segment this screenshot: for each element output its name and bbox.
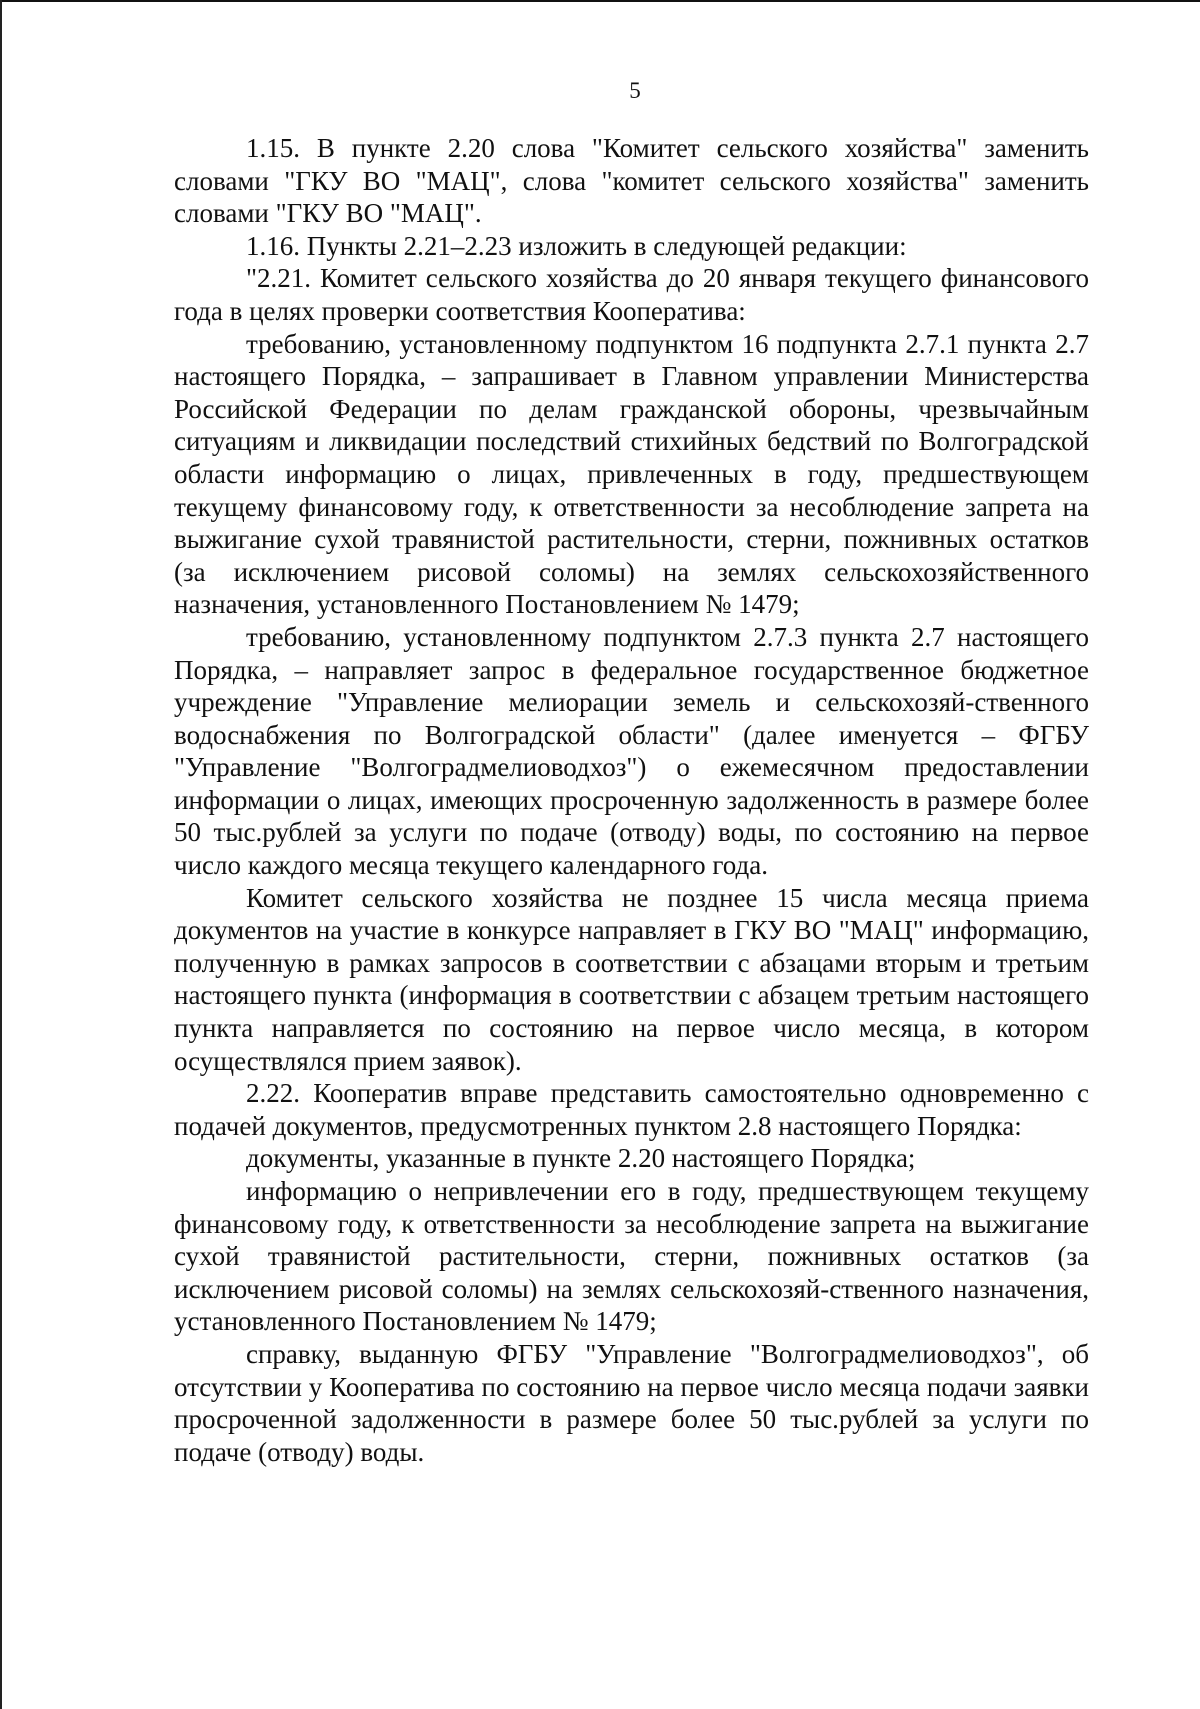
paragraph-2-21: "2.21. Комитет сельского хозяйства до 20 января текущего финансового года в целях проверки соответствия Кооператива: [174, 263, 1089, 326]
paragraph-documents: документы, указанные в пункте 2.20 настоящего Порядка; [246, 1143, 916, 1174]
paragraph-committee-info: Комитет сельского хозяйства не позднее 15 числа месяца приема документов на участие в конкурсе направляет в ГКУ ВО "МАЦ" информацию, полученную в рамках запросов в соответствии с абзацами вторым и третьим настоящего пункта (информация в соответствии с абзацем третьим настоящего пункта направляется по состоянию на первое число месяца, в котором осуществлялся прием заявок). [174, 882, 1089, 1076]
document-body [174, 132, 1089, 1468]
page-number: 5 [629, 78, 641, 103]
scan-border-left [0, 0, 2, 1709]
scan-border-top [0, 0, 1200, 2]
paragraph-requirement-1: требованию, установленному подпунктом 16 подпункта 2.7.1 пункта 2.7 настоящего Порядка, – запрашивает в Главном управлении Министерства Российской Федерации по делам гражданской обороны, чрезвычайным ситуациям и ликвидации последствий стихийных бедствий по Волгоградской области информацию о лицах, привлеченных в году, предшествующем текущему финансовому году, к ответственности за несоблюдение запрета на выжигание сухой травянистой растительности, стерни, пожнивных остатков (за исключением рисовой соломы) на землях сельскохозяйственного назначения, установленного Постановлением № 1479; [174, 328, 1089, 620]
paragraph-2-22: 2.22. Кооператив вправе представить самостоятельно одновременно с подачей документов, предусмотренных пунктом 2.8 настоящего Порядка: [174, 1078, 1089, 1141]
paragraph-information: информацию о непривлечении его в году, предшествующем текущему финансовому году, к ответственности за несоблюдение запрета на выжигание сухой травянистой растительности, стерни, пожнивных остатков (за исключением рисовой соломы) на землях сельскохозяй-ственного назначения, установленного Постановлением № 1479; [174, 1176, 1089, 1337]
paragraph-1-15: 1.15. В пункте 2.20 слова "Комитет сельского хозяйства" заменить словами "ГКУ ВО "МАЦ", слова "комитет сельского хозяйства" заменить словами "ГКУ ВО "МАЦ". [174, 133, 1089, 229]
paragraph-1-16: 1.16. Пункты 2.21–2.23 изложить в следующей редакции: [246, 230, 907, 261]
paragraph-requirement-2: требованию, установленному подпунктом 2.7.3 пункта 2.7 настоящего Порядка, – направляет запрос в федеральное государственное бюджетное учреждение "Управление мелиорации земель и сельскохозяй-ственного водоснабжения по Волгоградской области" (далее именуется – ФГБУ "Управление "Волгоградмелиоводхоз") о ежемесячном предоставлении информации о лицах, имеющих просроченную задолженность в размере более 50 тыс.рублей за услуги по подаче (отводу) воды, по состоянию на первое число каждого месяца текущего календарного года. [174, 621, 1089, 881]
paragraph-certificate: справку, выданную ФГБУ "Управление "Волгоградмелиоводхоз", об отсутствии у Кооператива по состоянию на первое число месяца подачи заявки просроченной задолженности в размере более 50 тыс.рублей за услуги по подаче (отводу) воды. [174, 1338, 1089, 1467]
